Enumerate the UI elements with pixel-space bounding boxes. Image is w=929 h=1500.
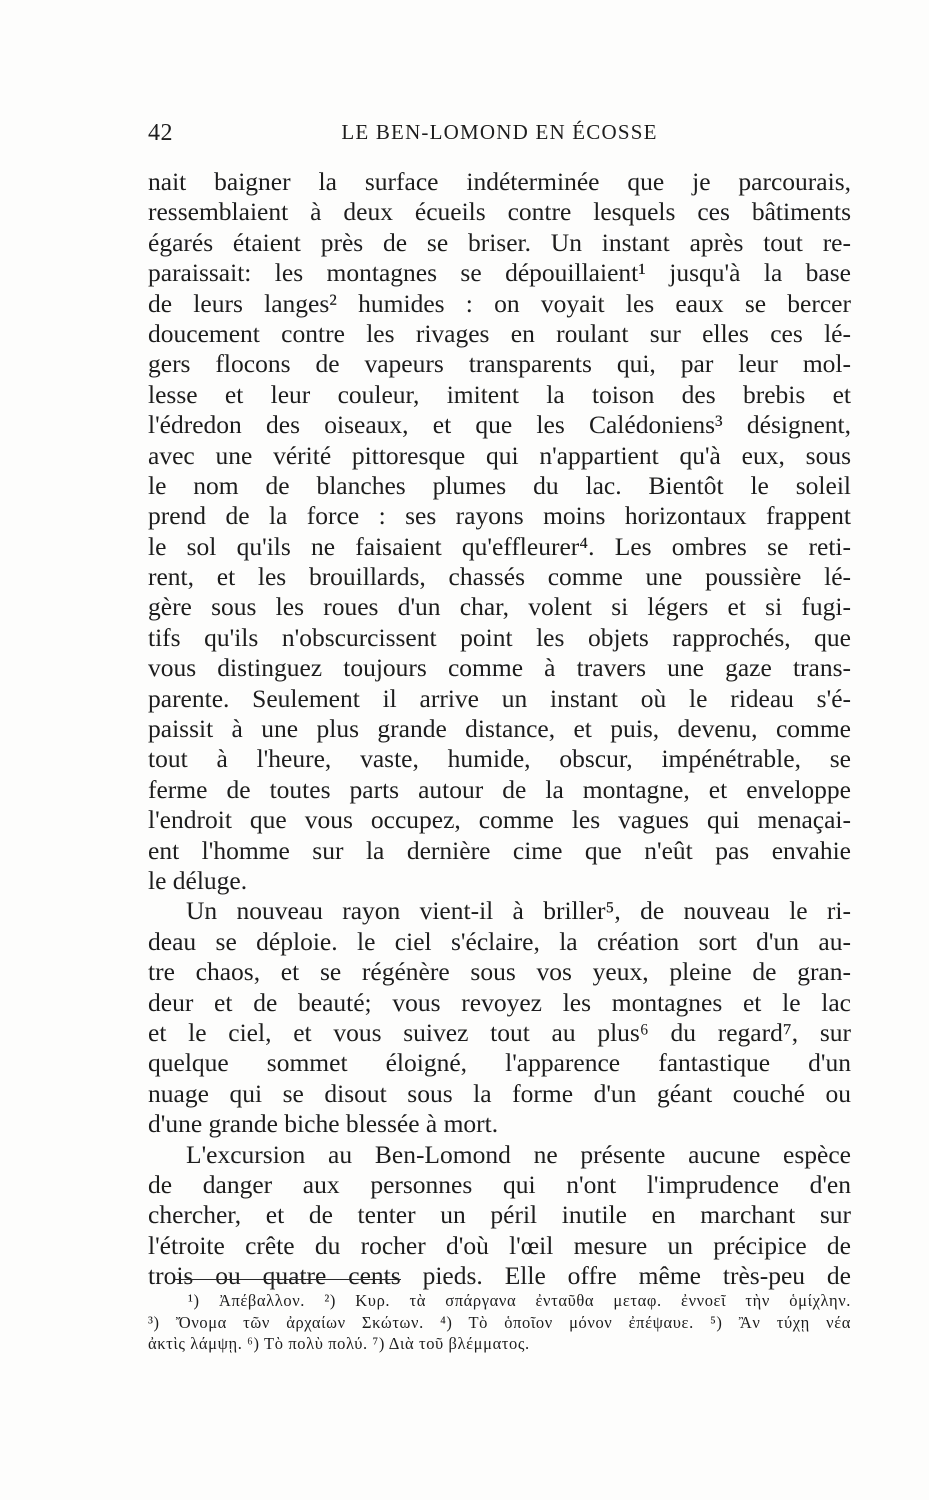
text-line: et le ciel, et vous suivez tout au plus⁶ du regard⁷, sur: [148, 1017, 851, 1047]
text-line: gère sous les roues d'un char, volent si légers et si fugi-: [148, 592, 851, 622]
running-head: [148, 120, 851, 150]
text-line: chercher, et de tenter un péril inutile en marchant sur: [148, 1200, 851, 1230]
text-line: L'excursion au Ben-Lomond ne présente aucune espèce: [186, 1139, 851, 1169]
text-line: trois ou quatre cents pieds. Elle offre même très-peu de: [148, 1261, 851, 1291]
text-line: rent, et les brouillards, chassés comme une poussière lé-: [148, 562, 851, 592]
text-line: égarés étaient près de se briser. Un instant après tout re-: [148, 227, 851, 257]
text-line: l'étroite crête du rocher d'où l'œil mesure un précipice de: [148, 1230, 851, 1260]
text-line: nuage qui se disout sous la forme d'un géant couché ou: [148, 1078, 851, 1108]
text-line: ressemblaient à deux écueils contre lesquels ces bâtiments: [148, 197, 851, 227]
paragraph-1: [148, 167, 851, 896]
text-line: tre chaos, et se régénère sous vos yeux, pleine de gran-: [148, 957, 851, 987]
text-line: l'édredon des oiseaux, et que les Calédoniens³ désignent,: [148, 410, 851, 440]
footnote-line: ἀκτὶς λάμψῃ. ⁶) Τὸ πολὺ πολύ. ⁷) Διὰ τοῦ βλέμματος.: [148, 1334, 530, 1353]
body-text: [148, 167, 851, 1291]
footnote-line: ¹) Ἀπέβαλλον. ²) Κυρ. τὰ σπάργανα ἐνταῦθα μεταφ. ἐννοεῖ τὴν ὁμίχλην.: [188, 1291, 851, 1310]
page-number: 42: [148, 120, 173, 146]
text-line: deau se déploie. le ciel s'éclaire, la création sort d'un au-: [148, 926, 851, 956]
text-line: parente. Seulement il arrive un instant où le rideau s'é-: [148, 683, 851, 713]
text-line: l'endroit que vous occupez, comme les vagues qui menaçai-: [148, 805, 851, 835]
text-line: ent l'homme sur la dernière cime que n'eût pas envahie: [148, 835, 851, 865]
text-line: tout à l'heure, vaste, humide, obscur, impénétrable, se: [148, 744, 851, 774]
text-line: Un nouveau rayon vient-il à briller⁵, de nouveau le ri-: [186, 896, 851, 926]
text-line: quelque sommet éloigné, l'apparence fantastique d'un: [148, 1048, 851, 1078]
text-line: de leurs langes² humides : on voyait les eaux se bercer: [148, 288, 851, 318]
text-line: doucement contre les rivages en roulant sur elles ces lé-: [148, 318, 851, 348]
text-line: deur et de beauté; vous revoyez les montagnes et le lac: [148, 987, 851, 1017]
paragraph-3: [148, 1140, 851, 1292]
footnote-line: ³) Ὄνομα τῶν ἀρχαίων Σκώτων. ⁴) Τὸ ὁποῖον μόνον ἐπέψαυε. ⁵) Ἂν τύχῃ νέα: [148, 1312, 851, 1332]
text-line: lesse et leur couleur, imitent la toison des brebis et: [148, 379, 851, 409]
text-line: le sol qu'ils ne faisaient qu'effleurer⁴. Les ombres se reti-: [148, 531, 851, 561]
text-line: nait baigner la surface indéterminée que je parcourais,: [148, 167, 851, 196]
text-line: le déluge.: [148, 865, 248, 895]
text-line: le nom de blanches plumes du lac. Bientôt le soleil: [148, 470, 851, 500]
text-line: ferme de toutes parts autour de la montagne, et enveloppe: [148, 774, 851, 804]
text-line: d'une grande biche blessée à mort.: [148, 1109, 499, 1139]
text-line: de danger aux personnes qui n'ont l'imprudence d'en: [148, 1169, 851, 1199]
text-line: paraissait: les montagnes se dépouillaient¹ jusqu'à la base: [148, 258, 851, 288]
text-line: vous distinguez toujours comme à travers une gaze trans-: [148, 653, 851, 683]
text-line: paissit à une plus grande distance, et puis, devenu, comme: [148, 714, 851, 744]
text-line: tifs qu'ils n'obscurcissent point les objets rapprochés, que: [148, 622, 851, 652]
text-line: avec une vérité pittoresque qui n'appartient qu'à eux, sous: [148, 440, 851, 470]
text-line: gers flocons de vapeurs transparents qui, par leur mol-: [148, 349, 851, 379]
footnote-divider: [175, 1279, 401, 1280]
text-line: prend de la force : ses rayons moins horizontaux frappent: [148, 501, 851, 531]
running-title: LE BEN-LOMOND EN ÉCOSSE: [341, 120, 658, 144]
footnotes: [148, 1290, 851, 1355]
paragraph-2: [148, 896, 851, 1139]
